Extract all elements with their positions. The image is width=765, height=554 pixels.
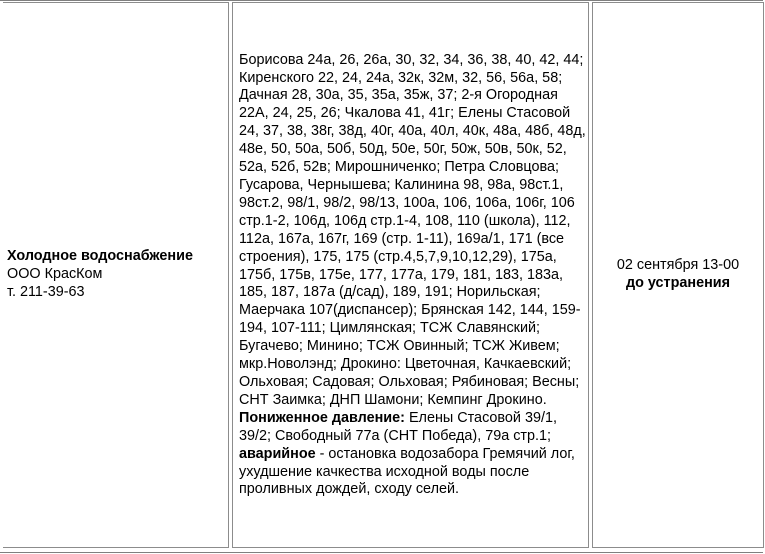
low-pressure-block xyxy=(239,410,557,444)
time-cell xyxy=(592,2,764,548)
service-phone: т. 211-39-63 xyxy=(7,283,85,300)
emergency-block xyxy=(239,446,575,498)
low-pressure-list: Елены Стасовой 39/1, 39/2; Свободный 77а (СНТ Победа), 79а стр.1; xyxy=(239,409,557,444)
addresses-cell xyxy=(232,2,589,548)
service-provider: ООО КрасКом xyxy=(7,266,103,283)
emergency-text: - остановка водозабора Гремячий лог, ухудшение качкества исходной воды после проливных дождей, сходу селей. xyxy=(239,445,575,498)
end-time: до устранения xyxy=(625,275,731,291)
address-list: Борисова 24а, 26, 26а, 30, 32, 34, 36, 38, 40, 42, 44; Киренского 22, 24, 24а, 32к, 32м, 32, 56, 56а, 58; Дачная 28, 30а, 35, 35а, 35ж, 37; 2-я Огородная 22А, 24, 25, 26; Чкалова 41, 41г; Елены Стасовой 24, 37, 38, 38г, 38д, 40г, 40а, 40л, 40к, 48а, 48б, 48д, 48е, 50, 50а, 50б, 50д, 50е, 50г, 50ж, 50в, 50к, 52, 52а, 52б, 52в; Мирошниченко; Петра Словцова; Гусарова, Чернышева; Калинина 98, 98а, 98ст.1, 98ст.2, 98/1, 98/2, 98/13, 100а, 106, 106а, 106г, 106 стр.1-2, 106д, 106д стр.1-4, 108, 110 (школа), 112, 112а, 167а, 167г, 169 (стр. 1-11), 169а/1, 171 (все строения), 175, 175 (стр.4,5,7,9,10,12,29), 175а, 175б, 175в, 175е, 177, 177а, 179, 181, 183, 183а, 185, 187, 187а (д/сад), 189, 191; Норильская; Маерчака 107(диспансер); Брянская 142, 144, 159-194, 107-111; Цимлянская; ТСЖ Славянский; Бугачево; Минино; ТСЖ Овинный; ТСЖ Живем; мкр.Новолэнд; Дрокино: Цветочная, Качкаевский; Ольховая; Садовая; Ольховая; Рябиновая; Весны; СНТ Заимка; ДНП Шамони; Кемпинг Дрокино. xyxy=(239,51,586,408)
low-pressure-label: Пониженное давление: xyxy=(239,409,405,426)
outage-table xyxy=(0,2,765,548)
start-time: 02 сентября 13-00 xyxy=(616,257,740,274)
service-type: Холодное водоснабжение xyxy=(7,248,193,265)
table-row xyxy=(3,2,764,548)
service-cell xyxy=(3,2,229,548)
emergency-label: аварийное xyxy=(239,445,316,462)
